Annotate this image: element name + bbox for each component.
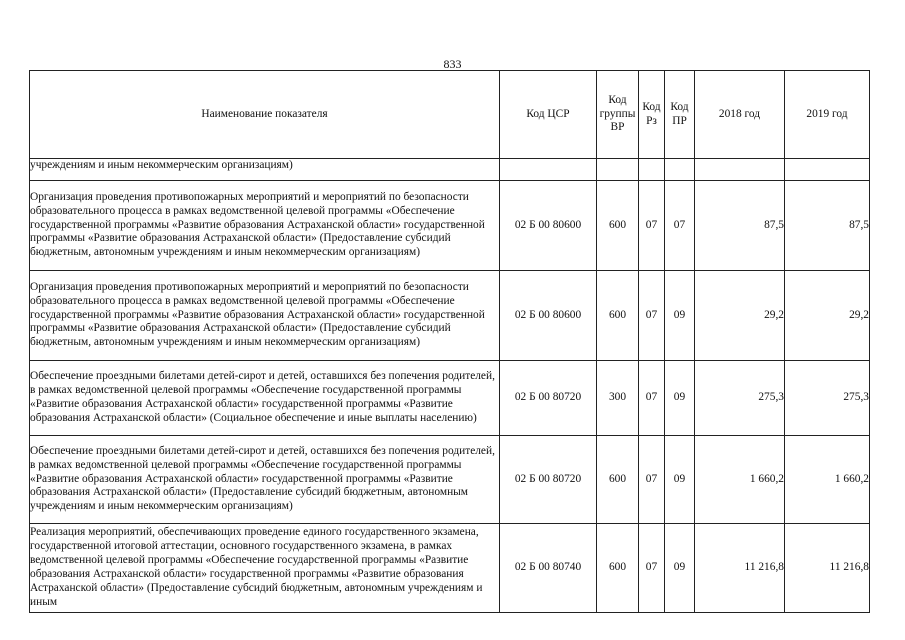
row-2019: 11 216,8 <box>785 524 870 613</box>
table-row <box>30 436 870 524</box>
row-pr: 09 <box>665 361 695 436</box>
row-name: Организация проведения противопожарных мероприятий и мероприятий по безопасности образовательного процесса в рамках ведомственной целевой программы «Обеспечение государственной программы «Развитие образования Астраханской области» государственной программы «Развитие образования Астраханской области» (Предоставление субсидий бюджетным, автономным учреждениям и иным некоммерческим организациям) <box>30 181 500 271</box>
row-pr: 09 <box>665 436 695 524</box>
budget-table <box>29 70 870 613</box>
row-rz: 07 <box>639 524 665 613</box>
row-name: Обеспечение проездными билетами детей-сирот и детей, оставшихся без попечения родителей, в рамках ведомственной целевой программы «Обеспечение государственной программы «Развитие образования Астраханской области» государственной программы «Развитие образования Астраханской области» (Предоставление субсидий бюджетным, автономным учреждениям и иным некоммерческим организациям) <box>30 436 500 524</box>
table-row <box>30 271 870 361</box>
table-row <box>30 524 870 613</box>
row-vr: 600 <box>597 436 639 524</box>
header-vr: Код группы ВР <box>597 71 639 159</box>
table-row-continuation <box>30 159 870 181</box>
row-2018: 1 660,2 <box>695 436 785 524</box>
row-rz: 07 <box>639 181 665 271</box>
row-2018: 87,5 <box>695 181 785 271</box>
row-rz: 07 <box>639 436 665 524</box>
page-number: 833 <box>443 57 462 71</box>
row-csr: 02 Б 00 80600 <box>500 181 597 271</box>
row-vr: 600 <box>597 271 639 361</box>
row-2019: 87,5 <box>785 181 870 271</box>
row-name: Организация проведения противопожарных мероприятий и мероприятий по безопасности образовательного процесса в рамках ведомственной целевой программы «Обеспечение государственной программы «Развитие образования Астраханской области» государственной программы «Развитие образования Астраханской области» (Предоставление субсидий бюджетным, автономным учреждениям и иным некоммерческим организациям) <box>30 271 500 361</box>
row-csr: 02 Б 00 80740 <box>500 524 597 613</box>
row-2018: 29,2 <box>695 271 785 361</box>
row-vr: 300 <box>597 361 639 436</box>
header-csr: Код ЦСР <box>500 71 597 159</box>
row-csr: 02 Б 00 80720 <box>500 361 597 436</box>
row-2018: 275,3 <box>695 361 785 436</box>
table-row <box>30 181 870 271</box>
row-2019: 1 660,2 <box>785 436 870 524</box>
row-pr: 07 <box>665 181 695 271</box>
row-rz: 07 <box>639 271 665 361</box>
row-vr: 600 <box>597 524 639 613</box>
row-pr: 09 <box>665 271 695 361</box>
row-rz: 07 <box>639 361 665 436</box>
row-name: Обеспечение проездными билетами детей-сирот и детей, оставшихся без попечения родителей, в рамках ведомственной целевой программы «Обеспечение государственной программы «Развитие образования Астраханской области» государственной программы «Развитие образования Астраханской области» (Социальное обеспечение и иные выплаты населению) <box>30 361 500 436</box>
row-vr: 600 <box>597 181 639 271</box>
table-row <box>30 361 870 436</box>
row-csr: 02 Б 00 80600 <box>500 271 597 361</box>
row-2018: 11 216,8 <box>695 524 785 613</box>
row-2019: 275,3 <box>785 361 870 436</box>
header-2019: 2019 год <box>785 71 870 159</box>
header-name: Наименование показателя <box>30 71 500 159</box>
continuation-text: учреждениям и иным некоммерческим организациям) <box>30 159 500 181</box>
row-pr: 09 <box>665 524 695 613</box>
header-pr: Код ПР <box>665 71 695 159</box>
header-2018: 2018 год <box>695 71 785 159</box>
header-rz: Код Рз <box>639 71 665 159</box>
row-csr: 02 Б 00 80720 <box>500 436 597 524</box>
table-header-row <box>30 71 870 159</box>
row-name: Реализация мероприятий, обеспечивающих проведение единого государственного экзамена, государственной итоговой аттестации, основного государственного экзамена, в рамках ведомственной целевой программы «Обеспечение государственной программы «Развитие образования Астраханской области» государственной программы «Развитие образования Астраханской области» (Предоставление субсидий бюджетным, автономным учреждениям и иным <box>30 524 500 613</box>
row-2019: 29,2 <box>785 271 870 361</box>
